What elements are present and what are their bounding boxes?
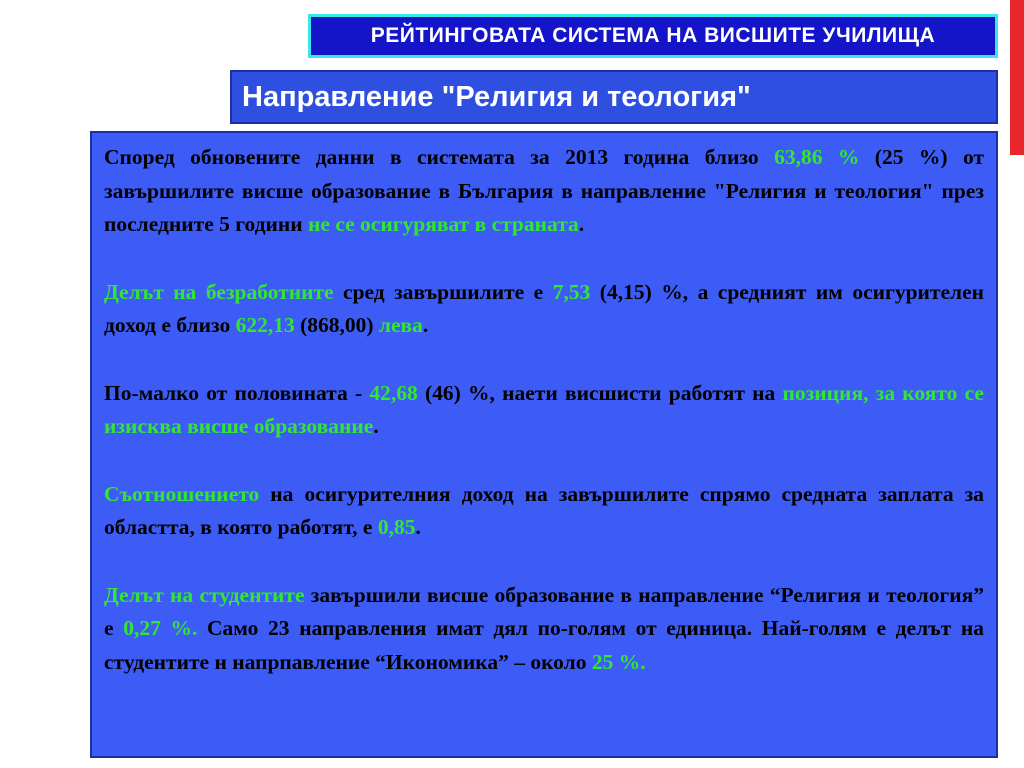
slide-subtitle-banner	[230, 70, 998, 124]
highlight-run: 42,68	[369, 380, 418, 405]
highlight-run: 7,53	[552, 279, 591, 304]
highlight-run: 25 %.	[591, 649, 646, 674]
text-run: Според обновените данни в системата за 2013 година близо	[104, 145, 775, 169]
highlight-run: 0,27 %.	[123, 616, 198, 640]
highlight-run: Съотношението	[104, 481, 260, 506]
highlight-run: 63,86 %	[774, 145, 860, 169]
text-run: (4,15) %, а средният им осигурителен доход е близо	[104, 279, 985, 337]
text-run: (868,00)	[294, 313, 379, 337]
paragraph-3	[104, 377, 984, 444]
text-run: сред завършилите е	[333, 279, 553, 304]
highlight-run: не се осигуряват в страната	[308, 212, 579, 236]
paragraph-5	[104, 579, 984, 680]
text-run: на осигурителния доход на завършилите спрямо средната заплата за областта, в която работят, е	[104, 481, 984, 539]
slide-title-banner	[308, 14, 998, 58]
highlight-run: Делът на безработните	[104, 279, 334, 304]
slide-title: РЕЙТИНГОВАТА СИСТЕМА НА ВИСШИТЕ УЧИЛИЩА	[370, 24, 936, 47]
paragraph-1	[104, 141, 984, 242]
text-run: .	[415, 515, 421, 539]
paragraph-2	[104, 276, 984, 343]
text-run: По-малко от половината -	[104, 380, 370, 405]
paragraph-4	[104, 478, 984, 545]
text-run: .	[422, 313, 429, 337]
highlight-run: позиция, за която се изисква висше образование	[104, 380, 984, 438]
text-run: .	[373, 414, 379, 438]
text-run: .	[578, 212, 585, 236]
slide-subtitle: Направление "Религия и теология"	[242, 80, 751, 113]
content-panel	[90, 131, 998, 758]
highlight-run: 0,85	[377, 515, 416, 539]
text-run: (46) %, наети висшисти работят на	[417, 380, 783, 405]
text-run: Само 23 направления имат дял по-голям от единица. Най-голям е делът на студентите н напрпавление “Икономика” – около	[104, 616, 985, 674]
text-run: завършили висше образование в направление “Религия и теология” е	[104, 582, 984, 640]
highlight-run: лева	[378, 313, 423, 337]
highlight-run: Делът на студентите	[104, 582, 305, 607]
highlight-run: 622,13	[235, 313, 295, 337]
red-accent-bar	[1010, 0, 1024, 155]
text-run: (25 %) от завършилите висше образование в България в направление "Религия и теология" през последните 5 години	[104, 145, 985, 236]
